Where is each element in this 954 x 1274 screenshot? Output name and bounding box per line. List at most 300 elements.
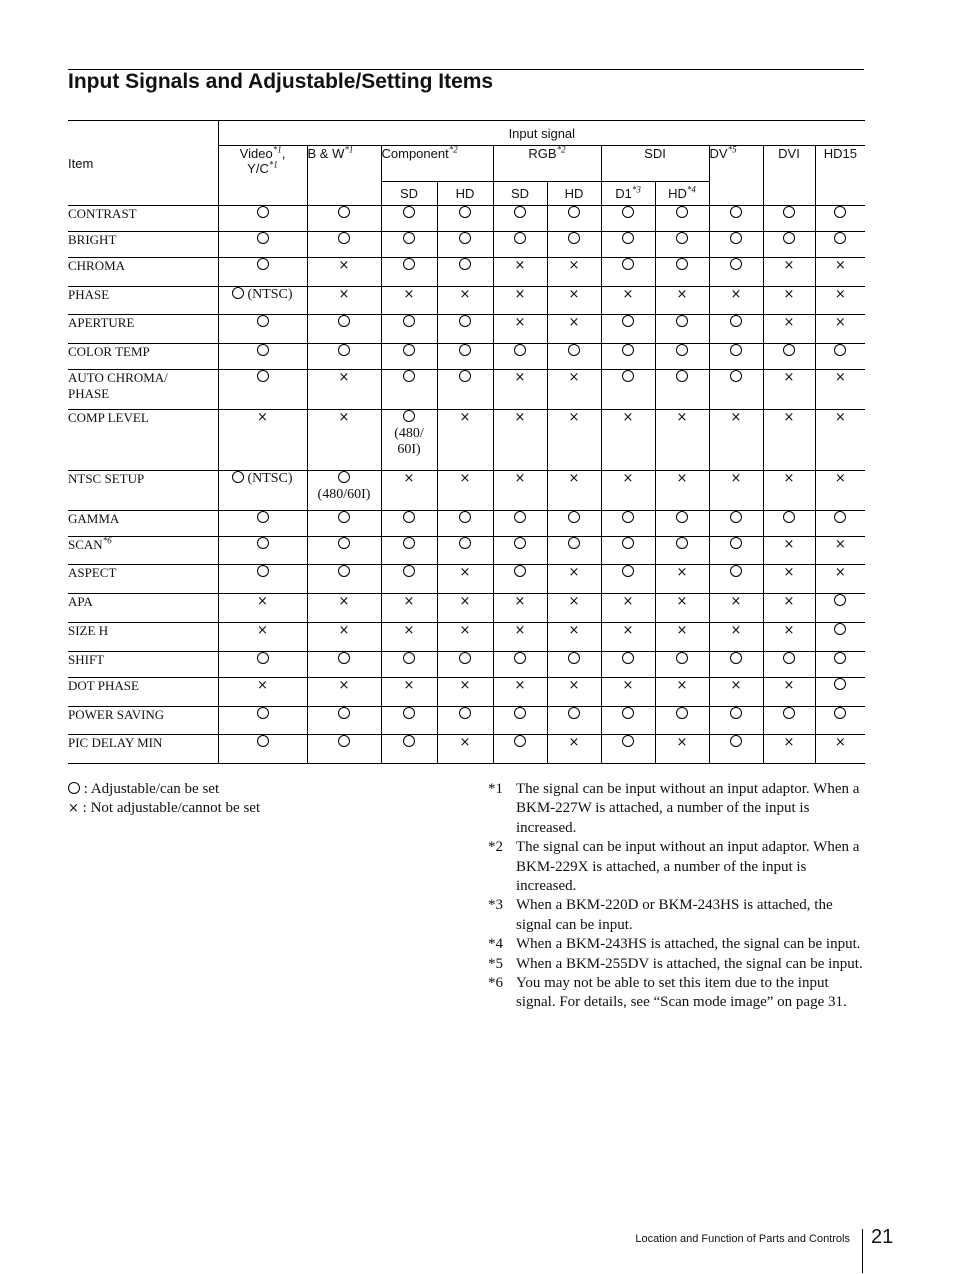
cross-icon: ×	[783, 370, 795, 385]
cross-icon: ×	[459, 287, 471, 302]
table-row	[68, 315, 865, 344]
input-signal-table	[68, 120, 865, 764]
cell-video	[218, 594, 307, 623]
table-row	[68, 232, 865, 258]
circle-icon	[257, 370, 269, 382]
table-row	[68, 594, 865, 623]
subheader-component-hd: HD	[437, 182, 493, 206]
circle-icon	[730, 344, 742, 356]
circle-icon	[459, 258, 471, 270]
footnote	[488, 935, 864, 954]
cell-dvi	[763, 232, 815, 258]
circle-icon	[232, 287, 244, 299]
row-label: GAMMA	[68, 511, 218, 537]
cross-icon: ×	[459, 678, 471, 693]
cross-icon: ×	[257, 623, 268, 638]
cell-note: (NTSC)	[247, 471, 293, 486]
cell-dvi	[763, 511, 815, 537]
cell-sdi-d1	[601, 537, 655, 565]
cross-icon: ×	[730, 623, 742, 638]
cross-icon: ×	[568, 410, 580, 425]
cell-bw	[307, 735, 381, 764]
cross-icon: ×	[834, 410, 846, 425]
cell-video	[218, 370, 307, 410]
cell-bw	[307, 537, 381, 565]
cell-hd15	[815, 287, 865, 315]
cell-note: (480/ 60I)	[394, 426, 424, 457]
circle-icon	[730, 565, 742, 577]
cell-rgb-hd	[547, 315, 601, 344]
circle-icon	[783, 511, 795, 523]
input-signal-header: Input signal	[218, 121, 865, 146]
circle-icon	[568, 707, 580, 719]
cell-sdi-hd	[655, 623, 709, 652]
circle-icon	[338, 206, 350, 218]
circle-icon	[622, 652, 634, 664]
cell-dvi	[763, 344, 815, 370]
cross-icon: ×	[622, 287, 634, 302]
row-label: PIC DELAY MIN	[68, 735, 218, 764]
circle-icon	[676, 315, 688, 327]
subheader-rgb-hd: HD	[547, 182, 601, 206]
cell-hd15	[815, 410, 865, 471]
footnote	[488, 955, 864, 974]
cell-rgb-hd	[547, 410, 601, 471]
cell-component-sd	[381, 315, 437, 344]
circle-icon	[568, 232, 580, 244]
cell-video	[218, 537, 307, 565]
footnote-number: *2	[488, 839, 503, 856]
circle-icon	[257, 344, 269, 356]
cell-hd15	[815, 594, 865, 623]
cell-component-hd	[437, 565, 493, 594]
cell-dvi	[763, 206, 815, 232]
cell-component-hd	[437, 707, 493, 735]
cell-dv	[709, 537, 763, 565]
table-row	[68, 410, 865, 471]
cell-sdi-d1	[601, 511, 655, 537]
circle-icon	[834, 707, 846, 719]
footnote-text: When a BKM-243HS is attached, the signal can be input.	[516, 936, 861, 953]
circle-icon	[459, 315, 471, 327]
cell-rgb-sd	[493, 258, 547, 287]
circle-icon	[834, 232, 846, 244]
group-header-video: Video$^{*1}$, $Y/C^{*1}$	[218, 146, 307, 206]
group-header-dvi: DVI	[763, 146, 815, 206]
circle-icon	[257, 315, 269, 327]
table-row	[68, 471, 865, 511]
circle-icon	[622, 344, 634, 356]
group-header-bw: B & $W^{*1}$	[307, 146, 381, 206]
table-row	[68, 258, 865, 287]
group-header-component: Component$^{*2}$	[381, 146, 493, 182]
cell-hd15	[815, 735, 865, 764]
cross-icon: ×	[568, 370, 580, 385]
cell-bw	[307, 232, 381, 258]
footer-rule	[862, 1229, 863, 1273]
cell-component-sd	[381, 410, 437, 471]
cross-icon: ×	[568, 258, 580, 273]
circle-icon	[403, 315, 415, 327]
cross-icon: ×	[403, 678, 415, 693]
circle-icon	[514, 565, 526, 577]
cell-video	[218, 287, 307, 315]
cell-component-sd	[381, 652, 437, 678]
row-label: COLOR TEMP	[68, 344, 218, 370]
cell-dv	[709, 707, 763, 735]
row-label: SHIFT	[68, 652, 218, 678]
cross-icon: ×	[622, 623, 634, 638]
cross-icon: ×	[514, 258, 526, 273]
cell-component-sd	[381, 471, 437, 511]
cell-sdi-d1	[601, 206, 655, 232]
legend-adjustable: : Adjustable/can be set	[68, 780, 260, 799]
cell-dvi	[763, 565, 815, 594]
cross-icon: ×	[834, 315, 846, 330]
row-label: BRIGHT	[68, 232, 218, 258]
cell-rgb-sd	[493, 315, 547, 344]
circle-icon	[783, 344, 795, 356]
row-label: NTSC SETUP	[68, 471, 218, 511]
cell-component-sd	[381, 511, 437, 537]
cell-dvi	[763, 370, 815, 410]
cell-bw	[307, 594, 381, 623]
cell-rgb-sd	[493, 511, 547, 537]
circle-icon	[338, 232, 350, 244]
cell-sdi-hd	[655, 678, 709, 707]
cell-component-sd	[381, 707, 437, 735]
cell-rgb-sd	[493, 735, 547, 764]
table-row	[68, 652, 865, 678]
cell-dvi	[763, 258, 815, 287]
cell-rgb-hd	[547, 707, 601, 735]
footnote-text: The signal can be input without an input adaptor. When a BKM-227W is attached, a number of the input is increased.	[516, 781, 860, 836]
cell-sdi-hd	[655, 707, 709, 735]
circle-icon	[514, 344, 526, 356]
cell-hd15	[815, 511, 865, 537]
row-label: DOT PHASE	[68, 678, 218, 707]
circle-icon	[459, 344, 471, 356]
circle-icon	[730, 206, 742, 218]
circle-icon	[568, 537, 580, 549]
cell-bw	[307, 410, 381, 471]
group-header-rgb: RGB$^{*2}$	[493, 146, 601, 182]
cell-sdi-d1	[601, 678, 655, 707]
cross-icon: ×	[676, 287, 688, 302]
cell-bw	[307, 623, 381, 652]
circle-icon	[622, 370, 634, 382]
circle-icon	[257, 652, 269, 664]
cell-sdi-hd	[655, 471, 709, 511]
cross-icon: ×	[622, 594, 634, 609]
cell-sdi-d1	[601, 707, 655, 735]
circle-icon	[783, 707, 795, 719]
circle-icon	[568, 344, 580, 356]
cell-rgb-sd	[493, 370, 547, 410]
table-row	[68, 537, 865, 565]
cell-video	[218, 652, 307, 678]
cross-icon: ×	[338, 678, 350, 693]
row-label: CHROMA	[68, 258, 218, 287]
circle-icon	[403, 537, 415, 549]
cell-sdi-d1	[601, 232, 655, 258]
circle-icon	[783, 652, 795, 664]
cell-rgb-hd	[547, 537, 601, 565]
cell-rgb-hd	[547, 678, 601, 707]
table-row	[68, 370, 865, 410]
row-label: CONTRAST	[68, 206, 218, 232]
circle-icon	[783, 206, 795, 218]
circle-icon	[338, 565, 350, 577]
cross-icon: ×	[730, 594, 742, 609]
circle-icon	[676, 206, 688, 218]
cell-hd15	[815, 206, 865, 232]
circle-icon	[403, 511, 415, 523]
cell-video	[218, 565, 307, 594]
cell-bw	[307, 565, 381, 594]
cross-icon: ×	[403, 471, 415, 486]
cell-hd15	[815, 565, 865, 594]
circle-icon	[403, 370, 415, 382]
cell-rgb-hd	[547, 735, 601, 764]
cross-icon: ×	[568, 623, 580, 638]
cell-rgb-sd	[493, 537, 547, 565]
cell-dv	[709, 652, 763, 678]
cell-rgb-sd	[493, 206, 547, 232]
circle-icon	[730, 707, 742, 719]
cross-icon: ×	[783, 471, 795, 486]
footnote-number: *5	[488, 955, 503, 972]
circle-icon	[568, 511, 580, 523]
cell-rgb-sd	[493, 707, 547, 735]
cell-component-hd	[437, 735, 493, 764]
cell-rgb-hd	[547, 287, 601, 315]
cell-note: (480/60I)	[317, 487, 371, 502]
cross-icon: ×	[622, 678, 634, 693]
subheader-rgb-sd: SD	[493, 182, 547, 206]
circle-icon	[514, 511, 526, 523]
cross-icon: ×	[783, 565, 795, 580]
circle-icon	[514, 232, 526, 244]
circle-icon	[459, 537, 471, 549]
cell-dvi	[763, 537, 815, 565]
cell-sdi-d1	[601, 471, 655, 511]
circle-icon	[514, 707, 526, 719]
item-header: Item	[68, 121, 218, 206]
cell-dvi	[763, 594, 815, 623]
cell-hd15	[815, 623, 865, 652]
circle-icon	[403, 565, 415, 577]
row-label: AUTO CHROMA/ PHASE	[68, 370, 218, 410]
cell-note: (NTSC)	[247, 287, 293, 302]
circle-icon	[834, 344, 846, 356]
cell-dvi	[763, 315, 815, 344]
circle-icon	[834, 594, 846, 606]
cell-hd15	[815, 652, 865, 678]
circle-icon	[403, 652, 415, 664]
cell-dvi	[763, 471, 815, 511]
cross-icon: ×	[783, 410, 795, 425]
cell-bw	[307, 511, 381, 537]
cross-icon: ×	[730, 287, 742, 302]
cell-component-sd	[381, 537, 437, 565]
cell-sdi-d1	[601, 370, 655, 410]
circle-icon	[338, 511, 350, 523]
cross-icon: ×	[338, 594, 350, 609]
cell-hd15	[815, 707, 865, 735]
cross-icon: ×	[514, 594, 526, 609]
cell-dv	[709, 678, 763, 707]
cross-icon: ×	[783, 315, 795, 330]
table-row	[68, 707, 865, 735]
cross-icon: ×	[730, 471, 742, 486]
circle-icon	[622, 707, 634, 719]
cell-sdi-hd	[655, 565, 709, 594]
cell-component-sd	[381, 678, 437, 707]
cell-rgb-hd	[547, 471, 601, 511]
cell-sdi-d1	[601, 315, 655, 344]
cross-icon: ×	[783, 594, 795, 609]
cell-rgb-hd	[547, 623, 601, 652]
circle-icon	[257, 206, 269, 218]
cross-icon: ×	[514, 623, 526, 638]
circle-icon	[338, 735, 350, 747]
circle-icon	[730, 537, 742, 549]
cell-component-hd	[437, 315, 493, 344]
circle-icon	[403, 344, 415, 356]
table-row	[68, 735, 865, 764]
cross-icon: ×	[783, 537, 795, 552]
cross-icon: ×	[783, 287, 795, 302]
cross-icon: ×	[730, 678, 742, 693]
cell-bw	[307, 344, 381, 370]
circle-icon	[403, 410, 415, 422]
cell-component-hd	[437, 623, 493, 652]
cell-hd15	[815, 315, 865, 344]
circle-icon	[834, 511, 846, 523]
cross-icon: ×	[459, 623, 471, 638]
table-row	[68, 344, 865, 370]
subheader-component-sd: SD	[381, 182, 437, 206]
cross-icon: ×	[568, 287, 580, 302]
cell-dv	[709, 287, 763, 315]
circle-icon	[568, 206, 580, 218]
row-label: POWER SAVING	[68, 707, 218, 735]
circle-icon	[257, 565, 269, 577]
circle-icon	[257, 707, 269, 719]
circle-icon	[676, 707, 688, 719]
cross-icon: ×	[338, 623, 350, 638]
cell-dv	[709, 511, 763, 537]
cross-icon: ×	[459, 735, 471, 750]
cell-bw	[307, 315, 381, 344]
cell-video	[218, 410, 307, 471]
cell-hd15	[815, 344, 865, 370]
cell-rgb-hd	[547, 370, 601, 410]
cross-icon: ×	[730, 410, 742, 425]
cross-icon: ×	[514, 471, 526, 486]
cross-icon: ×	[783, 678, 795, 693]
circle-icon	[403, 232, 415, 244]
cell-rgb-sd	[493, 594, 547, 623]
cell-dvi	[763, 707, 815, 735]
circle-icon	[568, 652, 580, 664]
cell-component-sd	[381, 206, 437, 232]
cell-video	[218, 206, 307, 232]
cell-dv	[709, 594, 763, 623]
circle-icon	[514, 735, 526, 747]
cross-icon: ×	[459, 471, 471, 486]
cell-dv	[709, 565, 763, 594]
cell-sdi-hd	[655, 315, 709, 344]
cross-icon: ×	[403, 594, 415, 609]
cell-sdi-d1	[601, 735, 655, 764]
circle-icon	[834, 623, 846, 635]
cell-bw	[307, 678, 381, 707]
circle-icon	[676, 258, 688, 270]
circle-icon	[459, 652, 471, 664]
cell-rgb-sd	[493, 232, 547, 258]
circle-icon	[834, 678, 846, 690]
row-label: COMP LEVEL	[68, 410, 218, 471]
cell-dv	[709, 315, 763, 344]
cell-bw	[307, 287, 381, 315]
cell-video	[218, 623, 307, 652]
cell-sdi-d1	[601, 344, 655, 370]
cell-component-hd	[437, 410, 493, 471]
cell-rgb-hd	[547, 511, 601, 537]
circle-icon	[514, 206, 526, 218]
footnote-text: The signal can be input without an input adaptor. When a BKM-229X is attached, a number of the input is increased.	[516, 839, 860, 895]
cell-sdi-d1	[601, 565, 655, 594]
footnote-text: You may not be able to set this item due to the input signal. For details, see “Scan mode image” on page 31.	[516, 975, 847, 1011]
cell-video	[218, 471, 307, 511]
circle-icon	[730, 232, 742, 244]
cell-hd15	[815, 232, 865, 258]
cell-sdi-hd	[655, 410, 709, 471]
footnote-text: When a BKM-220D or BKM-243HS is attached, the signal can be input.	[516, 897, 833, 933]
cell-bw	[307, 206, 381, 232]
circle-icon	[403, 735, 415, 747]
cross-icon: ×	[676, 410, 688, 425]
cross-icon: ×	[338, 370, 350, 385]
cross-icon: ×	[514, 315, 526, 330]
cross-icon: ×	[514, 410, 526, 425]
circle-icon	[257, 258, 269, 270]
circle-icon	[68, 782, 80, 794]
cell-sdi-hd	[655, 537, 709, 565]
cross-icon: ×	[622, 471, 634, 486]
cross-icon: ×	[459, 594, 471, 609]
circle-icon	[622, 258, 634, 270]
row-label: PHASE	[68, 287, 218, 315]
cell-bw	[307, 370, 381, 410]
cross-icon: ×	[403, 287, 415, 302]
cell-dvi	[763, 735, 815, 764]
cross-icon: ×	[834, 287, 846, 302]
cell-rgb-hd	[547, 232, 601, 258]
subheader-sdi-d1: D1$^{*3}$	[601, 182, 655, 206]
cell-bw	[307, 258, 381, 287]
circle-icon	[730, 735, 742, 747]
cell-rgb-hd	[547, 344, 601, 370]
footnote	[488, 974, 864, 1013]
cell-component-hd	[437, 594, 493, 623]
cell-component-sd	[381, 565, 437, 594]
cell-sdi-d1	[601, 594, 655, 623]
cell-dv	[709, 735, 763, 764]
cell-video	[218, 707, 307, 735]
